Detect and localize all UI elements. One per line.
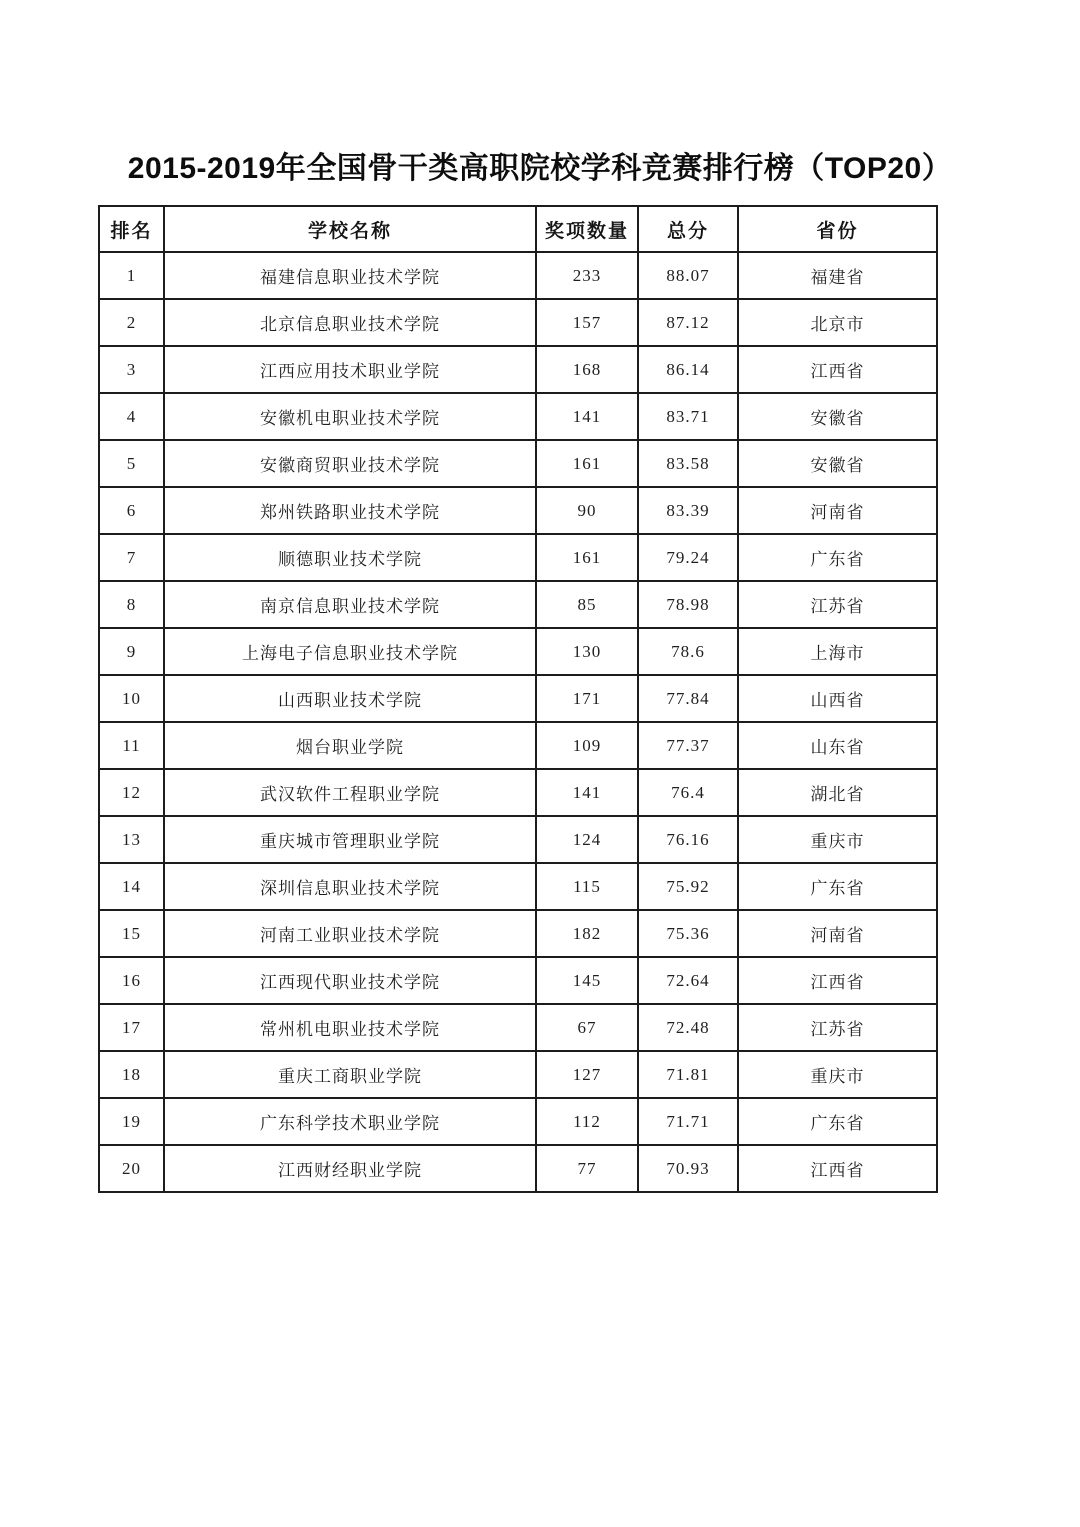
rank-cell: 5 [99,440,164,487]
school-name-cell: 河南工业职业技术学院 [164,910,536,957]
table-row [99,1004,937,1051]
total-score-cell: 71.71 [638,1098,738,1145]
school-name-cell: 重庆城市管理职业学院 [164,816,536,863]
table-row [99,581,937,628]
school-name-cell: 重庆工商职业学院 [164,1051,536,1098]
province-cell: 河南省 [738,487,937,534]
province-cell: 广东省 [738,863,937,910]
award-count-cell: 77 [536,1145,638,1192]
total-score-cell: 77.37 [638,722,738,769]
school-name-cell: 广东科学技术职业学院 [164,1098,536,1145]
total-score-cell: 76.4 [638,769,738,816]
rank-cell: 10 [99,675,164,722]
province-cell: 山东省 [738,722,937,769]
total-score-cell: 86.14 [638,346,738,393]
school-name-cell: 烟台职业学院 [164,722,536,769]
rank-cell: 3 [99,346,164,393]
rank-cell: 2 [99,299,164,346]
province-cell: 广东省 [738,1098,937,1145]
province-cell: 江西省 [738,346,937,393]
rank-cell: 19 [99,1098,164,1145]
school-name-cell: 郑州铁路职业技术学院 [164,487,536,534]
award-count-cell: 141 [536,769,638,816]
total-score-cell: 72.48 [638,1004,738,1051]
award-count-cell: 141 [536,393,638,440]
table-row [99,863,937,910]
rank-cell: 11 [99,722,164,769]
school-name-cell: 深圳信息职业技术学院 [164,863,536,910]
rank-cell: 6 [99,487,164,534]
rank-cell: 15 [99,910,164,957]
award-count-cell: 168 [536,346,638,393]
province-cell: 广东省 [738,534,937,581]
school-name-cell: 南京信息职业技术学院 [164,581,536,628]
school-name-cell: 常州机电职业技术学院 [164,1004,536,1051]
table-row [99,910,937,957]
table-row [99,628,937,675]
award-count-cell: 115 [536,863,638,910]
total-score-cell: 78.6 [638,628,738,675]
total-score-cell: 70.93 [638,1145,738,1192]
rank-cell: 7 [99,534,164,581]
award-count-cell: 145 [536,957,638,1004]
total-score-cell: 75.36 [638,910,738,957]
rank-cell: 9 [99,628,164,675]
table-row [99,440,937,487]
table-body [99,252,937,1192]
rank-cell: 1 [99,252,164,299]
total-score-cell: 87.12 [638,299,738,346]
total-score-cell: 72.64 [638,957,738,1004]
table-row [99,816,937,863]
total-score-cell: 79.24 [638,534,738,581]
table-row [99,393,937,440]
award-count-cell: 161 [536,440,638,487]
award-count-cell: 171 [536,675,638,722]
total-score-cell: 71.81 [638,1051,738,1098]
province-cell: 福建省 [738,252,937,299]
rank-cell: 4 [99,393,164,440]
table-row [99,957,937,1004]
rank-cell: 20 [99,1145,164,1192]
total-score-cell: 83.71 [638,393,738,440]
award-count-cell: 67 [536,1004,638,1051]
table-row [99,1051,937,1098]
award-count-cell: 182 [536,910,638,957]
school-name-cell: 福建信息职业技术学院 [164,252,536,299]
province-cell: 重庆市 [738,1051,937,1098]
award-count-cell: 233 [536,252,638,299]
table-row [99,487,937,534]
award-count-cell: 112 [536,1098,638,1145]
award-count-cell: 161 [536,534,638,581]
province-cell: 河南省 [738,910,937,957]
award-count-cell: 109 [536,722,638,769]
school-name-cell: 北京信息职业技术学院 [164,299,536,346]
rank-cell: 17 [99,1004,164,1051]
header-cell-awards: 奖项数量 [536,206,638,252]
award-count-cell: 157 [536,299,638,346]
rank-cell: 16 [99,957,164,1004]
header-cell-school: 学校名称 [164,206,536,252]
table-row [99,769,937,816]
rank-cell: 8 [99,581,164,628]
award-count-cell: 127 [536,1051,638,1098]
total-score-cell: 75.92 [638,863,738,910]
award-count-cell: 85 [536,581,638,628]
school-name-cell: 江西财经职业学院 [164,1145,536,1192]
province-cell: 上海市 [738,628,937,675]
award-count-cell: 124 [536,816,638,863]
header-cell-province: 省份 [738,206,937,252]
school-name-cell: 武汉软件工程职业学院 [164,769,536,816]
page-title: 2015-2019年全国骨干类高职院校学科竞赛排行榜（TOP20） [127,152,953,185]
province-cell: 安徽省 [738,393,937,440]
ranking-table [98,205,938,1193]
province-cell: 山西省 [738,675,937,722]
total-score-cell: 77.84 [638,675,738,722]
rank-cell: 14 [99,863,164,910]
table-row [99,534,937,581]
province-cell: 江西省 [738,957,937,1004]
school-name-cell: 安徽商贸职业技术学院 [164,440,536,487]
table-row [99,346,937,393]
table-row [99,252,937,299]
total-score-cell: 83.39 [638,487,738,534]
total-score-cell: 76.16 [638,816,738,863]
province-cell: 江苏省 [738,581,937,628]
table-row [99,1098,937,1145]
province-cell: 安徽省 [738,440,937,487]
school-name-cell: 上海电子信息职业技术学院 [164,628,536,675]
province-cell: 江西省 [738,1145,937,1192]
rank-cell: 13 [99,816,164,863]
total-score-cell: 78.98 [638,581,738,628]
province-cell: 湖北省 [738,769,937,816]
total-score-cell: 83.58 [638,440,738,487]
school-name-cell: 山西职业技术学院 [164,675,536,722]
school-name-cell: 江西现代职业技术学院 [164,957,536,1004]
school-name-cell: 江西应用技术职业学院 [164,346,536,393]
province-cell: 江苏省 [738,1004,937,1051]
table-row [99,675,937,722]
total-score-cell: 88.07 [638,252,738,299]
award-count-cell: 130 [536,628,638,675]
province-cell: 重庆市 [738,816,937,863]
rank-cell: 12 [99,769,164,816]
rank-cell: 18 [99,1051,164,1098]
school-name-cell: 顺德职业技术学院 [164,534,536,581]
award-count-cell: 90 [536,487,638,534]
school-name-cell: 安徽机电职业技术学院 [164,393,536,440]
table-row [99,1145,937,1192]
header-cell-score: 总分 [638,206,738,252]
table-row [99,299,937,346]
table-row [99,722,937,769]
header-row [99,206,937,252]
header-cell-rank: 排名 [99,206,164,252]
province-cell: 北京市 [738,299,937,346]
